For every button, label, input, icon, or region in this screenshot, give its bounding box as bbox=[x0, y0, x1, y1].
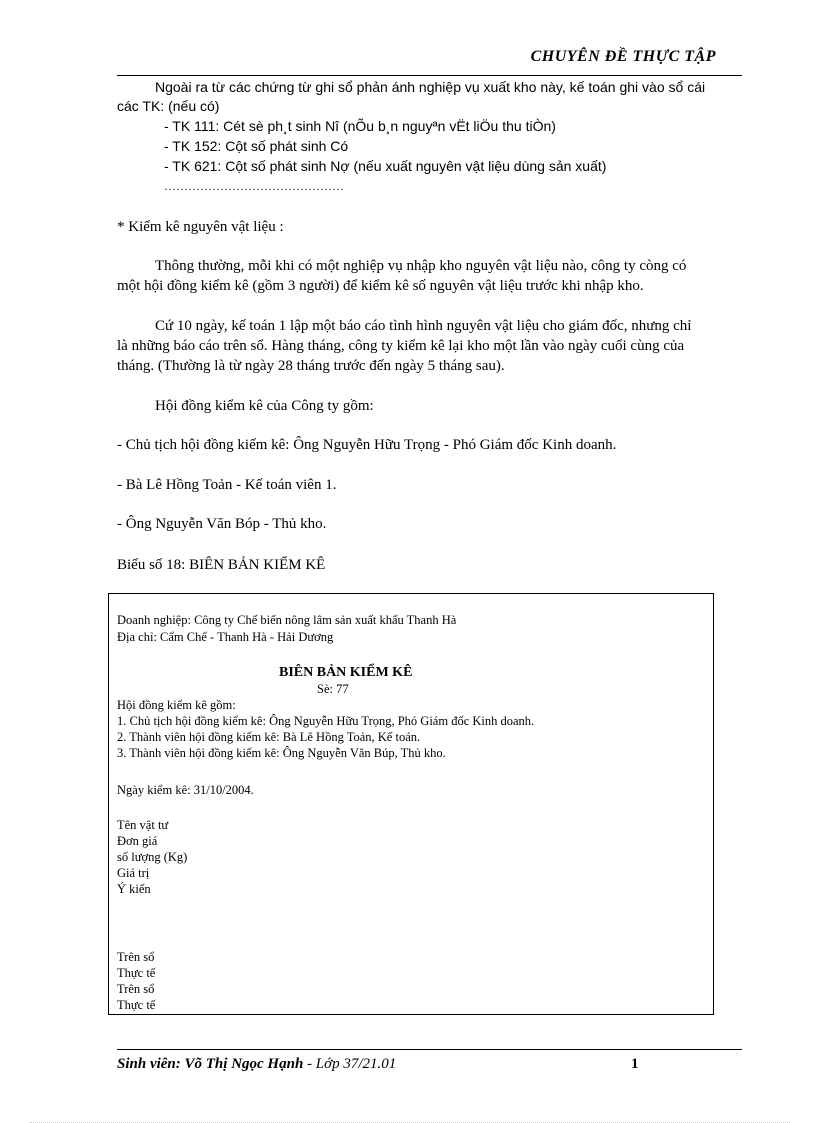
form-column-header: Ý kiến bbox=[117, 882, 151, 896]
council-member: - Chủ tịch hội đồng kiểm kê: Ông Nguyễn Hữu Trọng - Phó Giám đốc Kinh doanh. bbox=[117, 437, 617, 453]
intro-item-tk111: - TK 111: Cét sè ph¸t sinh Nî (nÕu b¸n nguyªn vËt liÖu thu tiÒn) bbox=[164, 118, 556, 134]
page-number: 1 bbox=[631, 1056, 639, 1072]
page-header-title: CHUYÊN ĐỀ THỰC TẬP bbox=[530, 48, 716, 65]
student-name: Sinh viên: Võ Thị Ngọc Hạnh bbox=[117, 1056, 304, 1072]
student-class: - Lớp 37/21.01 bbox=[303, 1056, 397, 1072]
form-member: 3. Thành viên hội đồng kiểm kê: Ông Nguyễn Văn Búp, Thủ kho. bbox=[117, 746, 446, 760]
form-column-header: Đơn giá bbox=[117, 834, 158, 848]
intro-line-2: các TK: (nếu có) bbox=[117, 98, 220, 114]
form-subcolumn-header: Thực tế bbox=[117, 998, 156, 1012]
form-member: 2. Thành viên hội đồng kiểm kê: Bà Lê Hồng Toản, Kế toán. bbox=[117, 730, 421, 744]
form-council: Hội đồng kiểm kê gồm: bbox=[117, 698, 236, 712]
form-number: Sè: 77 bbox=[317, 682, 349, 696]
header-rule bbox=[117, 75, 742, 76]
intro-item-tk152: - TK 152: Cột số phát sinh Có bbox=[164, 138, 349, 154]
form-column-header: Tên vật tư bbox=[117, 818, 169, 832]
form-date: Ngày kiểm kê: 31/10/2004. bbox=[117, 783, 254, 797]
form-title: BIÊN BẢN KIỂM KÊ bbox=[279, 665, 413, 680]
inventory-form-box bbox=[108, 593, 714, 1015]
form-company: Doanh nghiệp: Công ty Chế biến nông lâm sản xuất khẩu Thanh Hà bbox=[117, 613, 457, 627]
form-label: Biểu số 18: BIÊN BẢN KIỂM KÊ bbox=[117, 557, 326, 573]
form-subcolumn-header: Trên sổ bbox=[117, 982, 155, 996]
council-member: - Bà Lê Hồng Toản - Kế toán viên 1. bbox=[117, 477, 337, 493]
intro-dots: ……………………………………… bbox=[164, 179, 344, 193]
intro-item-tk621: - TK 621: Cột số phát sinh Nợ (nếu xuất nguyên vật liệu dùng sản xuất) bbox=[164, 158, 607, 174]
form-address: Địa chỉ: Cẩm Chế - Thanh Hà - Hải Dương bbox=[117, 630, 334, 644]
form-column-header: số lượng (Kg) bbox=[117, 850, 188, 864]
form-subcolumn-header: Trên sổ bbox=[117, 950, 155, 964]
form-column-header: Giá trị bbox=[117, 866, 150, 880]
footer-student bbox=[117, 1056, 396, 1073]
council-member: - Ông Nguyễn Văn Bóp - Thủ kho. bbox=[117, 516, 327, 532]
form-member: 1. Chủ tịch hội đồng kiểm kê: Ông Nguyễn Hữu Trọng, Phó Giám đốc Kinh doanh. bbox=[117, 714, 535, 728]
form-subcolumn-header: Thực tế bbox=[117, 966, 156, 980]
intro-line-1: Ngoài ra từ các chứng từ ghi sổ phản ánh nghiệp vụ xuất kho này, kế toán ghi vào sổ cái bbox=[155, 79, 706, 95]
council-intro: Hội đồng kiểm kê của Công ty gồm: bbox=[155, 398, 374, 414]
footer-rule bbox=[117, 1049, 742, 1050]
inventory-heading: * Kiểm kê nguyên vật liệu : bbox=[117, 219, 284, 235]
